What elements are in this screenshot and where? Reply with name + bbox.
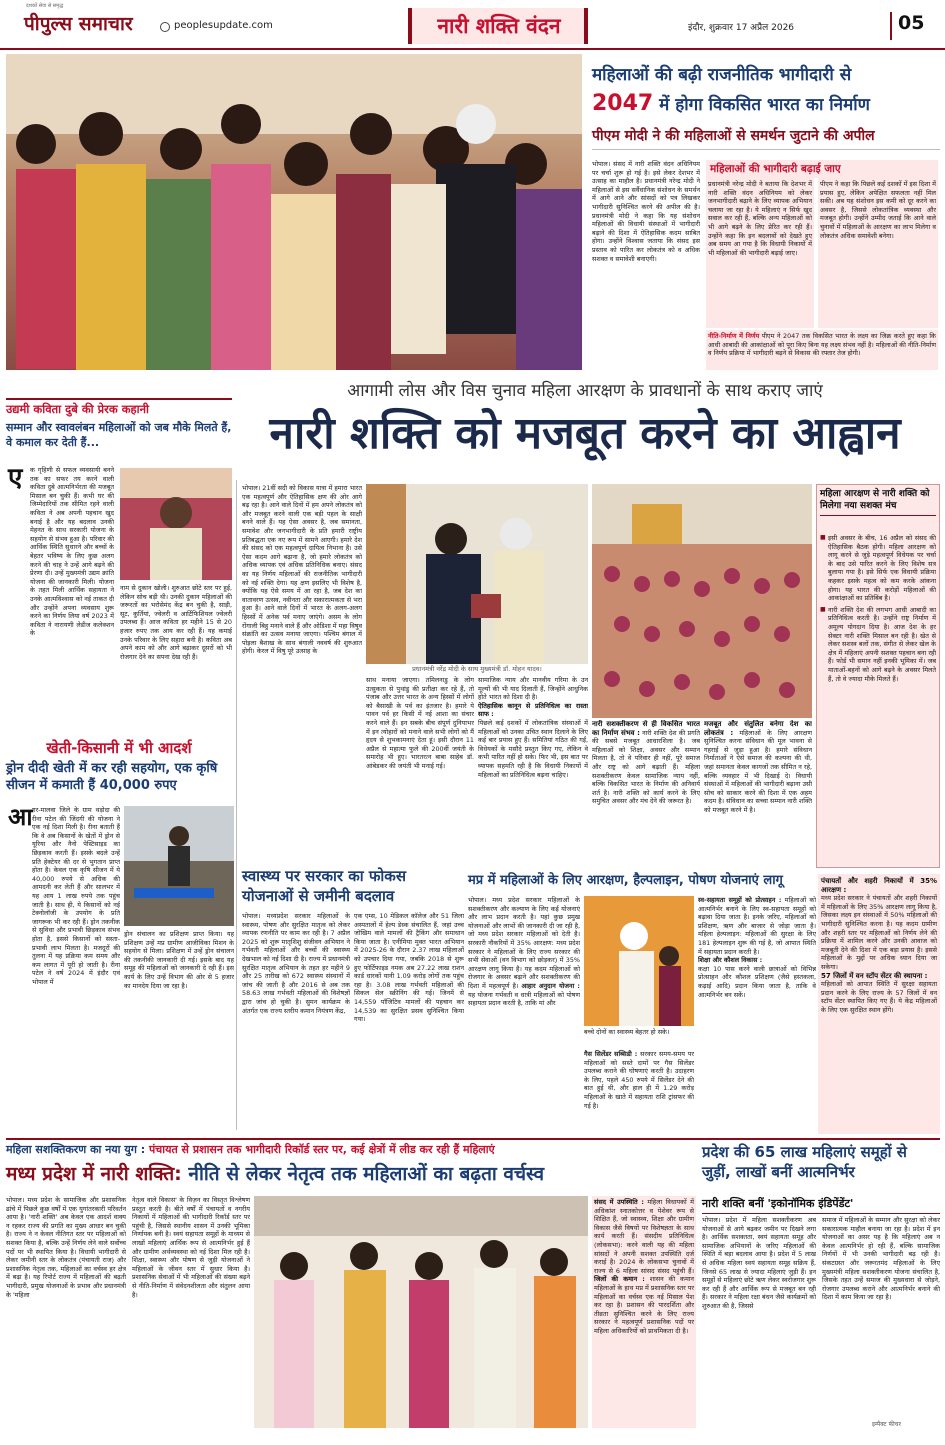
bottom-col3b: शासन की कमान महिलाओं के हाथ मप्र में प्रशासनिक स्तर पर महिलाओं का वर्चस्व एक नई मिसाल पेश कर रहा है। प्रशासन की पारदर्शिता और तीव्रता सुनिश्चित करने के लिए राज्य सरकार ने महत्वपूर्ण प्रशासनिक पदों पर महिला अधिकारियों को प्राथमिकता दी है। — [594, 1275, 694, 1335]
middle-col3 — [478, 676, 588, 854]
rally-caption1-text: नारी शक्ति देश की प्रगति की सबसे मजबूत आधारशिला है। जब महिलाओं को शिक्षा, अवसर और सम्मान मिलता है, तो वे परिवार ही नहीं, पूरे समाज और राष्ट्र को आगे बढ़ाती हैं। महिला सशक्तीकरण केवल सामाजिक न्याय नहीं, बल्कि विकसित भारत के निर्माण की अनिवार्य शर्त है। नारी शक्ति को कार्य करने के लिए समुचित अवसर और मंच देने की जरूरत है। — [592, 728, 700, 806]
kheti-body1: गर-मालवा जिले के ग्राम थड़ोदा की रीना पटेल की जिंदगी की योजना ने एक नई दिशा मिली है। रीना बताती हैं कि वे अब किसानों के खेतों में ड्रोन से यूरिया और नैनो पेस्टिसाइड का छिड़काव करती हैं। इसके बदले उन्हें प्रति हेक्टेयर की दर से भुगतान प्राप्त होता है। केवल एक कृषि सीजन में ये 40,000 रुपये से अधिक की आमदनी कर लेती हैं और सालभर में यह आय 1 लाख रुपये तक पहुंच जाती है। साथ ही, ये किसानों को नई टेक्नोलॉजी के उपयोग के प्रति जागरूक भी कर रही हैं। ड्रोन तकनीक से सुविधा और प्रभावी छिड़काव संभव होता है, इससे किसानों को सस्ता-प्रभावी लाभ मिलता है। मजदूरों की तुलना में यह प्रक्रिया कम समय और कम लागत में पूरी हो जाती है। रीना पटेल ने वर्ष 2024 में इंदौर एवं भोपाल में — [32, 806, 120, 986]
cm-pm-caption: प्रधानमंत्री नरेंद्र मोदी के साथ मुख्यमंत्री डॉ. मोहन यादव। — [412, 665, 542, 673]
meeting-illustration — [366, 484, 588, 664]
bottom-kicker-left: महिला सशक्तिकरण का नया युग : — [6, 1143, 146, 1156]
mp-col3 — [698, 896, 816, 1134]
drone-illustration — [124, 806, 234, 926]
health-col1-text: भोपाल। मध्यप्रदेश सरकार महिलाओं के स्वास्थ्य, पोषण और सुरक्षित मातृत्व को लेकर व्यापक रणनीति पर काम कर रही है। 7 अप्रैल 2025 को शुरू मातृशिशु संजीवन अभियान ने गर्भवती महिलाओं और बच्चों की स्वास्थ्य देखभाल को नई दिशा दी है। राज्य में प्रधानमंत्री सुरक्षित मातृत्व अभियान के तहत हर महीने 9 और 25 तारीख को 672 स्वास्थ्य संस्थानों में जांच की जाती है और 2016 से अब तक 58.63 लाख गर्भवती महिलाओं की विशेषज्ञों द्वारा जांच हो चुकी है। — [242, 912, 350, 1006]
bottom-col1: भोपाल। मध्य प्रदेश के सामाजिक और प्रशासनिक ढांचे में पिछले कुछ वर्षों में एक युगांतरकारी परिवर्तन आया है। 'नारी शक्ति' अब केवल एक आदर्श वाक्य न रहकर राज्य की प्रगति का मुख्य आधार बन चुकी है। राज्य ने न केवल नीतिगत स्तर पर महिलाओं को सशक्त किया है, बल्कि उन्हें निर्णय लेने वाले सर्वोच्च पदों पर भी स्थापित किया है। विधायी भागीदारी से लेकर जमीनी स्तर के लोकतंत्र (पंचायती राज) और प्रशासनिक नेतृत्व तक, महिलाओं का वर्चस्व हर क्षेत्र में बढ़ा है। यह रिपोर्ट राज्य में महिलाओं की बढ़ती भागीदारी, प्रमुख योजनाओं के प्रभाव और प्रधानमंत्री के 'महिला — [6, 1196, 126, 1299]
kavita-body1: क गृहिणी से सफल व्यवसायी बनने तक का सफर तय करने वाली कविता दुबे आत्मनिर्भरता की मजबूत मिसाल बन चुकी हैं। कभी घर की जिम्मेदारियों तक सीमित रहने वाली कविता ने अब अपनी पहचान खुद बनाई है और यह बदलाव उनकी मेहनत के साथ सरकारी योजना के सहयोग से संभव हुआ है। परिवार की आर्थिक स्थिति सुधारने और बच्चों के बेहतर भविष्य के लिए कुछ अलग करने की चाह ने उन्हें आगे बढ़ने की प्रेरणा दी। उन्हें मुख्यमंत्री उद्यम क्रांति योजना की जानकारी मिली। योजना के तहत मिली आर्थिक सहायता ने उनके आत्मविश्वास को नई ताकत दी और उन्होंने अपना व्यवसाय शुरू करने का निर्णय लिया वर्ष 2023 में कविता ने नारायणी लेडीज कलेक्शन के — [30, 466, 114, 638]
ceremony-illustration — [254, 1196, 588, 1428]
drone-caption: ड्रोन संचालन का प्रशिक्षण प्राप्त किया। यह प्रशिक्षण उन्हें मप्र ग्रामीण आजीविका मिशन के सहयोग से मिला। प्रशिक्षण में उन्हें ड्रोन संचालन की तकनीकी जानकारी दी गई। इसके बाद यह समूह की महिलाओं को जानकारी दे रही हैं। इस कार्य के लिए उन्हें विभाग की ओर से 5 हजार का मानदेय दिया जा रहा है। — [124, 930, 234, 990]
middle-subhead: ऐतिहासिक कानून से प्रतिनिधित्व का रास्ता साफ : — [478, 701, 588, 719]
bottom-text: पीएम ने 2047 तक विकसित भारत के लक्ष्य का जिक्र करते हुए कहा कि आधी आबादी की आकांक्षाओं को पूरा किए बिना यह लक्ष्य संभव नहीं है। महिलाओं की नीति-निर्माण व निर्णय प्रक्रिया में भागीदारी बढ़ने से विकास की रफ्तार तेज होगी। — [708, 332, 936, 358]
top-story-headline-line2 — [592, 92, 940, 117]
globe-icon — [160, 22, 170, 32]
shg-col2: समाज में महिलाओं के सम्मान और सुरक्षा को लेकर सकारात्मक माहौल बनाया जा रहा है। प्रदेश में इन योजनाओं का असर यह है कि महिलाएं अब न केवल आत्मनिर्भर हो रही हैं, बल्कि सामाजिक निर्णयों में भी उनकी भागीदारी बढ़ रही है। संकटग्रस्त और जरूरतमंद महिलाओं के लिए मुख्यमंत्री महिला सशक्तीकरण योजना संचालित है, जिसके तहत उन्हें समाज की मुख्यधारा से जोड़ने, रोजगार उपलब्ध कराने और आत्मनिर्भर बनाने की दिशा में काम किया जा रहा है। — [822, 1216, 940, 1302]
mp-col1-text: भोपाल। मध्य प्रदेश सरकार महिलाओं के सशक्तीकरण और कल्याण के लिए कई योजनाएं और लाभ प्रदान करती है। यहां कुछ प्रमुख योजनाओं और लाभों की जानकारी दी जा रही है, जो मध्य प्रदेश सरकार महिलाओं को देती है। सरकारी नौकरियों में 35% आरक्षण: मध्य प्रदेश सरकार ने महिलाओं के लिए राज्य सरकार की सभी सेवाओं (वन विभाग को छोड़कर) में 35% आरक्षण लागू किया है। यह कदम महिलाओं को रोजगार के अवसर बढ़ाने और सशक्तीकरण की दिशा में महत्वपूर्ण है। — [468, 896, 580, 990]
sidebar-bullet: ■ इसी अवसर के बीच, 16 अप्रैल को संसद की ऐतिहासिक बैठक होगी। महिला आरक्षण को लागू करने से जुड़े महत्वपूर्ण विधेयक पर चर्चा के बाद उसे पारित करने के लिए विशेष सत्र बुलाया गया है। इसे सिर्फ एक विधायी प्रक्रिया कहकर इसके महत्व को कम करके आंकना होगा। यह भारत की करोड़ों महिलाओं की आकांक्षाओं का प्रतिबिंब है। — [820, 534, 936, 603]
middle-col3-text: सामाजिक न्याय और मानवीय गरिमा के उन मूल्यों की भी याद दिलाती हैं, जिन्होंने आधुनिक होते भारत को दिशा दी है। — [478, 676, 588, 702]
mp-sub-shiksha: शिक्षा और कौशल विकास : — [698, 956, 763, 965]
bottom-col3 — [592, 1196, 696, 1428]
shg-headline: प्रदेश की 65 लाख महिलाएं समूहों से जुड़ीं, लाखों बनीं आत्मनिर्भर — [702, 1143, 907, 1181]
top-story-col1: भोपाल। संसद में नारी शक्ति वंदन अधिनियम पर चर्चा शुरू हो गई है। इसे लेकर देशभर में उत्साह का माहौल है। प्रधानमंत्री नरेन्द्र मोदी ने महिलाओं से इस सर्वैधानिक संशोधन के समर्थन में आगे आने और सांसदों को पत्र लिखकर भागीदारी सुनिश्चित करने की अपील की है। प्रधानमंत्री मोदी ने कहा कि यह संशोधन महिलाओं की विधायी संस्थाओं में भागीदारी बढ़ाने की दिशा में ऐतिहासिक कदम साबित होगा। उन्होंने विश्वास जताया कि संसद इस प्रस्ताव को पारित कर लोकतंत्र को व अधिक सशक्त व समावेशी बनाएगी। — [592, 160, 700, 263]
top-story-bottom — [706, 330, 938, 370]
bottom-headline — [6, 1162, 696, 1186]
panchayat-headline: पंचायतों और शहरी निकायों में 35% आरक्षण : — [821, 877, 937, 894]
panchayat-body: मध्य प्रदेश सरकार ने पंचायतों और शहरी निकायों में महिलाओं के लिए 35% आरक्षण लागू किया है, जिसका लक्ष्य इन संस्थाओं में 50% महिलाओं की भागीदारी सुनिश्चित करना है। यह कदम ग्रामीण और शहरी स्तर पर महिलाओं को निर्णय लेने की प्रक्रिया में शामिल करने और उनकी आवाज को मजबूती देने की दिशा में एक बड़ा प्रयास है। इससे महिलाओं के मुद्दों पर अधिक ध्यान दिया जा सकेगा। — [821, 894, 937, 971]
top-story-headline-line1: महिलाओं की बढ़ी राजनीतिक भागीदारी से — [592, 65, 852, 85]
box-title: महिलाओं की भागीदारी बढ़ाई जाए — [706, 160, 938, 178]
shg-footer: इम्पैक्ट फीचर — [872, 1421, 901, 1428]
mp-col3-text: महिलाओं को आत्मनिर्भर बनाने के लिए स्व-सहायता समूहों को बढ़ावा दिया जाता है। इनके जरिए, महिलाओं को प्रशिक्षण, ऋण और बाजार से जोड़ा जाता है। महिला हेल्पलाइन: महिलाओं की सुरक्षा के लिए 181 हेल्पलाइन शुरू की गई है, जो आपात स्थिति में सहायता प्रदान करती है। — [698, 896, 816, 956]
kavita-dropcap: ए — [8, 463, 23, 493]
bottom-kicker — [6, 1142, 696, 1157]
portrait-illustration — [120, 468, 232, 580]
kheti-headline: ड्रोन दीदी खेती में कर रही सहयोग, एक कृषि सीजन में कमाती हैं 40,000 रुपए — [6, 761, 218, 793]
shg-col1: भोपाल। प्रदेश में महिला सशक्तीकरण अब योजनाओं से आगे बढ़कर जमीन पर दिखने लगा है। आर्थिक सशक्तता, स्वयं सहायता समूह और सामाजिक अभियानों के जरिए महिलाओं की स्थिति में बड़ा बदलाव आया है। प्रदेश में 5 लाख से अधिक महिला स्वयं सहायता समूह सक्रिय हैं, जिनसे 65 लाख से ज्यादा महिलाएं जुड़ी हैं। इन समूहों से महिलाएं छोटे ऋण लेकर स्वरोजगार शुरू कर रही हैं और आर्थिक रूप से मजबूत बन रही हैं। सरकार ने महिला रक्षा बंधन जैसे कार्यक्रमों को शुरुआत की है, जिससे — [702, 1216, 816, 1310]
masthead — [0, 0, 945, 50]
masthead-website: peoplesupdate.com — [174, 20, 273, 31]
panchayat-body2: महिलाओं को आपात स्थिति में सुरक्षा सहायता प्रदान करने के लिए राज्य के 57 जिलों में वन स्टॉप सेंटर स्थापित किए गए हैं। ये केंद्र महिलाओं के लिए एक सुरक्षित स्थान होंगे। — [821, 980, 937, 1014]
kheti-tag: खेती-किसानी में भी आदर्श — [46, 739, 192, 757]
rally-caption1 — [592, 720, 700, 868]
bottom-photo-ceremony — [254, 1196, 588, 1428]
rally-caption2-bold: मजबूत और संतुलित बनेगा देश का लोकतंत्र : — [704, 720, 812, 737]
rally-caption1-bold: नारी सशक्तीकरण से ही विकसित भारत का निर्माण संभव : — [592, 720, 700, 737]
mp-col2 — [584, 1050, 694, 1134]
mp-col1 — [468, 896, 580, 1134]
shg-subhead: नारी शक्ति बनीं 'इकोनॉमिक इंडिपेंडेंट' — [702, 1196, 940, 1214]
kavita-body2: नाम से दुकान खोली। शुरुआत छोटे स्तर पर हुई, लेकिन सोच बड़ी थी। उनकी दुकान महिलाओं की जरूरतों का भरोसेमंद केंद्र बन चुकी है, साड़ी, सूट, कुर्तियां, ज्वेलरी व आर्टिफिशियल ज्वेलरी उपलब्ध हैं। आज कविता हर महीने 15 से 20 हजार रुपए तक आय कर रही हैं। यह कमाई उनके परिवार के लिए सहारा बनी है। कविता अब अपने काम को और आगे बढ़ाकर दूसरों को भी रोजगार देने का सपना देख रही हैं। — [120, 584, 232, 661]
bottom-divider — [6, 1138, 940, 1140]
bottom-col3-sub1: संसद में उपस्थिति : — [594, 1198, 644, 1206]
panchayat-sub: 57 जिलों में वन स्टॉप सेंटर की स्थापना : — [821, 971, 928, 980]
mp-col2-text: सरकार समय-समय पर महिलाओं को सस्ते दामों पर गैस सिलेंडर उपलब्ध कराने की घोषणाएं करती है। उदाहरण के लिए, पहले 450 रुपये में सिलेंडर देने की बात हुई थी, और हाल ही में 1.29 करोड़ महिलाओं के खाते में सहायता राशि ट्रांसफर की गई है। — [584, 1050, 694, 1110]
health-headline: स्वास्थ्य पर सरकार का फोकस योजनाओं से जमीनी बदलाव — [242, 867, 406, 905]
bottom-headline-prefix: मध्य प्रदेश में नारी शक्ति: — [6, 1163, 182, 1185]
rally-illustration — [592, 484, 812, 718]
mp-sub-ahaar: आहार अनुदान योजना : — [521, 981, 580, 990]
sidebar-bullet: ■ नारी शक्ति देश की लगभग आधी आबादी का प्रतिनिधित्व करती है। उन्होंने राष्ट्र निर्माण में अमूल्य योगदान दिया है। आज देश के हर सेक्टर नारी शक्ति मिसाल बन रही है। खेत से लेकर सशस्त्र बलों तक, संगीत से लेकर खेल के क्षेत्र में महिलाएं अपनी सशक्त पहचान बना रही हैं। फोर्ड भी समान नहीं इनकी भूमिका में। जब माताओं-बहनों को आगे बढ़ने के अवसर मिलते हैं, तो वे ज्यादा मौके मिलते हैं। — [820, 606, 936, 683]
mp-headline: मप्र में महिलाओं के लिए आरक्षण, हैल्पलाइन, पोषण योजनाएं लागू — [468, 873, 783, 888]
drone-photo — [124, 806, 234, 926]
rally-photo — [592, 484, 812, 718]
masthead-dateline: इंदौर, शुक्रवार 17 अप्रैल 2026 — [688, 23, 795, 33]
main-title: नारी शक्ति को मजबूत करने का आह्वान — [269, 408, 901, 459]
top-story-col3: पीएम ने कहा कि पिछले कई दशकों में इस दिशा में प्रयास हुए, लेकिन अपेक्षित सफलता नहीं मिल सकी। अब यह संशोधन इस कमी को दूर करने का अवसर है, जिससे लोकतांत्रिक व्यवस्था और मजबूत होगी। उन्होंने उम्मीद जताई कि आने वाले चुनावों में महिलाओं के आरक्षण का लाभ मिलेगा व लोकतंत्र अधिक समावेशी बनेगा। — [818, 178, 938, 328]
kheti-dropcap: आ — [8, 803, 33, 831]
rally-caption2 — [704, 720, 812, 868]
bottom-kicker-rest: पंचायत से प्रशासन तक भागीदारी रिकॉर्ड स्तर पर, कई क्षेत्रों में लीड कर रही हैं महिलाएं — [149, 1143, 495, 1156]
sidebar-bullets — [820, 534, 936, 864]
health-col1-end: सुमन कार्यक्रम के अंतर्गत एक राज्य स्तरीय कमान नियंत्रण केंद्र, — [242, 997, 350, 1015]
section-title: नारी शक्ति वंदन — [437, 13, 561, 38]
bottom-headline-rest: नीति से लेकर नेतृत्व तक महिलाओं का बढ़ता वर्चस्व — [188, 1163, 545, 1185]
top-story-col2: प्रधानमंत्री नरेन्द्र मोदी ने बताया कि देशभर में नारी शक्ति वंदन अधिनियम को लेकर जनभागीदारी बढ़ाने के लिए व्यापक अभियान चलाया जा रहा है। ये महिलाएं न सिर्फ खुद सवाल कर रही हैं, बल्कि अन्य महिलाओं को भी आगे बढ़ने के लिए प्रेरित कर रही हैं। उन्होंने कहा कि इन बदलावों को देखते हुए अब समय आ गया है कि विधायी निकायों में भी महिलाओं की भागीदारी बढ़ाई जाए। — [706, 178, 814, 328]
kavita-photo — [120, 468, 232, 580]
headline-rest: में होगा विकसित भारत का निर्माण — [659, 95, 870, 115]
cm-pm-photo — [366, 484, 588, 664]
page-number: 05 — [890, 12, 930, 40]
middle-col1: भोपाल। 21वीं सदी को विकास यात्रा में हमारा भारत एक महत्वपूर्ण और ऐतिहासिक क्षण की ओर आगे बढ़ रहा है। आने वाले दिनों में हम अपने लोकतंत्र को और मजबूत करने वाली एक बड़ी पहल के साक्षी बनने वाले हैं। यह ऐसा अवसर है, जब समानता, समावेश और जनभागीदारी के प्रति हमारी राष्ट्रीय प्रतिबद्धता एक नए रूप में सामने आएगी। हमारे देश की संसद को एक महत्वपूर्ण दायित्व निभाना है। उसे ऐसा कदम आगे बढ़ाना है, जो हमारे लोकतंत्र को अधिक व्यापक एवं अधिक प्रतिनिधिक बनाए। संसद का यह निर्णय महिलाओं की राजनीतिक भागीदारी को नई शक्ति देगा। यह क्षण इसलिए भी विशेष है, क्योंकि यह ऐसे समय में आ रहा है, जब देश का वातावरण उत्सव, नवीनता और सकारात्मकता से भरा हुआ है। आने वाले दिनों में भारत के अलग-अलग हिस्सों में अनेक पर्व मनाए जाएंगे। असम के लोग रोंगाली बिहु मनाने वाले हैं और ओडिशा में महा विषुव संक्रांति का उत्सव मनाया जाएगा। पश्चिम बंगाल में पोइला बैशाख के साथ बंगाली नववर्ष की शुरुआत होगी। केरल में विषु पूरे उत्साह के — [242, 484, 362, 656]
sidebar-title: महिला आरक्षण से नारी शक्ति को मिलेगा नया सशक्त मंच — [820, 488, 936, 516]
panchayat-box — [818, 874, 940, 1134]
middle-col3b-text: पिछले कई दशकों में लोकतांत्रिक संस्थाओं में महिलाओं को उनका उचित स्थान दिलाने के लिए कई बार प्रयास हुए हैं। समितियां गठित की गईं, विधेयकों के मसौदे प्रस्तुत किए गए, लेकिन वे कभी पारित नहीं हो सके। फिर भी, इस बात पर व्यापक सहमति रही है कि विधायी निकायों में महिलाओं का प्रतिनिधित्व बढ़ना चाहिए। — [478, 718, 588, 779]
crowd-illustration — [6, 54, 582, 370]
bottom-label: नीति-निर्माण में निर्णय — [708, 332, 760, 340]
kavita-headline: सम्मान और स्वावलंबन महिलाओं को जब मौके मिलते हैं, वे कमाल कर देती हैं... — [6, 421, 232, 449]
mp-col1b-text: यह योजना गर्भवती व धात्री महिलाओं को पोषण सहायता प्रदान करती है, ताकि मां और — [468, 990, 580, 1008]
headline-year: 2047 — [592, 91, 654, 116]
top-photo-women-greeting-pm — [6, 54, 582, 370]
column-divider — [236, 480, 237, 1130]
bottom-col2: नेतृत्व वाले विकास' के विज़न का विस्तृत विश्लेषण प्रस्तुत करती है। बीते वर्षों में पंचायतों व नगरीय निकायों में महिलाओं की भागीदारी रिकॉर्ड स्तर पर पहुंची है, जिससे स्थानीय शासन में उनकी भूमिका निर्णायक बनी है। स्वयं सहायता समूहों के माध्यम से लाखों महिलाएं आर्थिक रूप से आत्मनिर्भर हुई हैं और ग्रामीण अर्थव्यवस्था को नई दिशा मिल रही है। शिक्षा, स्वास्थ्य और पोषण से जुड़ी योजनाओं ने महिलाओं के जीवन स्तर में सुधार किया है। प्रशासनिक सेवाओं में भी महिलाओं की संख्या बढ़ने से नीति-निर्माण में संवेदनशीलता और संतुलन आया है। — [132, 1196, 250, 1299]
bottom-col3-sub2: जिलों की कमान : — [594, 1275, 645, 1284]
masthead-logo-tag: दशकों सेवा से समृद्ध — [26, 3, 64, 9]
mp-photo-illustration — [584, 896, 694, 1026]
bottom-col3a: महिला विधायकों में अधिकांश स्नातकोत्तर व पेशेवर रूप से शिक्षित हैं, जो स्वास्थ्य, शिक्षा और ग्रामीण विकास जैसे विषयों पर विशेषज्ञता के साथ कार्य करती हैं। संसदीय प्रतिनिधित्व (लोकसभा): करने वाली यह की महिला सांसदों ने अपनी सशक्त उपस्थिति दर्ज कराई है। 2024 के लोकसभा चुनावों में राज्य से 6 महिला सांसद संसद पहुंची हैं। — [594, 1198, 694, 1275]
mp-sub-svasahayata: स्व-सहायता समूहों को प्रोत्साहन : — [698, 896, 782, 904]
masthead-logo: पीपुल्स समाचार — [24, 13, 133, 35]
rally-caption2-text: महिलाओं के लिए आरक्षण सुनिश्चित करना संविधान की मूल भावना से गहराई से जुड़ा हुआ है। हमारे संविधान निर्माताओं ने ऐसे समाज की कल्पना की थी, जहां समानता केवल कागजों तक सीमित न रहे, बल्कि व्यवहार में भी दिखाई दे। विधायी संस्थाओं में महिलाओं की भागीदारी बढ़ाना उसी सोच को साकार करने की दिशा में एक अहम कदम है। संविधान का सच्चा सम्मान नारी शक्ति को मजबूत करने में है। — [704, 728, 812, 814]
top-story-subhead: पीएम मोदी ने की महिलाओं से समर्थन जुटाने की अपील — [592, 127, 940, 150]
mp-photo — [584, 896, 694, 1026]
mp-photo-caption: बच्चे दोनों का स्वास्थ्य बेहतर हो सके। — [584, 1028, 670, 1036]
mp-sub-gas: गैस सिलेंडर सब्सिडी : — [584, 1050, 638, 1058]
middle-col2: साथ मनाया जाएगा। तमिलनाडु के लोग उत्सुकता से पुथांडु की प्रतीक्षा कर रहे हैं, तो पंजाब और उत्तर भारत के अन्य हिस्सों में लोगों को बैसाखी के पर्व का इंतजार है। हमारे ये पावन पर्व हर किसी में नई आशा का संचार करने वाले हैं। इन सबके बीच संपूर्ण दुनियाभर में इन त्योहारों को मनाने वाले सभी लोगों को मैं हृदय से शुभकामनाएं देता हूं। इसी दौरान 11 अप्रैल से महात्मा फुले की 200वीं जयंती के समारोह भी हुए। भारतरत्न बाबा साहेब डॉ. आंबेडकर की जयंती भी मनाई गई। — [366, 676, 474, 770]
mp-col3b-text: कक्षा 10 पास करने वाली छात्राओं को विभिन्न प्रोत्साहन और कौशल प्रशिक्षण (जैसे हस्तकला, कढ़ाई आदि) प्रदान किया जाता है, ताकि वे आत्मनिर्भर बन सकें। — [698, 964, 816, 999]
kavita-tag: उद्यमी कविता दुबे की प्रेरक कहानी — [6, 398, 232, 417]
health-col2: एक एम्स, 10 मेडिकल कॉलेज और 51 जिला अस्पतालों में हेल्प डेस्क संचालित हैं, जहां उच्च जोखिम वाले मामलों की ट्रैकिंग और समाधान किया जाता है। एनीमिया मुक्त भारत अभियान में 2025-26 के दौरान 2.37 लाख महिलाओं को उपचार दिया गया, जबकि 2018 से शुरू हुए फोर्टिफाइड नमक अब 27.22 लाख राशन कार्ड धारकों यानी 1.09 करोड़ लोगों तक पहुंच रहा है। 3.08 लाख गर्भवती महिलाओं की सिकल सेल स्क्रीनिंग की गई। जिनमें से 14,559 पॉजिटिव मामलों की पहचान कर 14,539 का सुरक्षित प्रसव सुनिश्चित किया गया। — [354, 912, 464, 1024]
health-col1 — [242, 912, 350, 1132]
main-kicker: आगामी लोस और विस चुनाव महिला आरक्षण के प्रावधानों के साथ कराए जाएं — [347, 381, 823, 401]
